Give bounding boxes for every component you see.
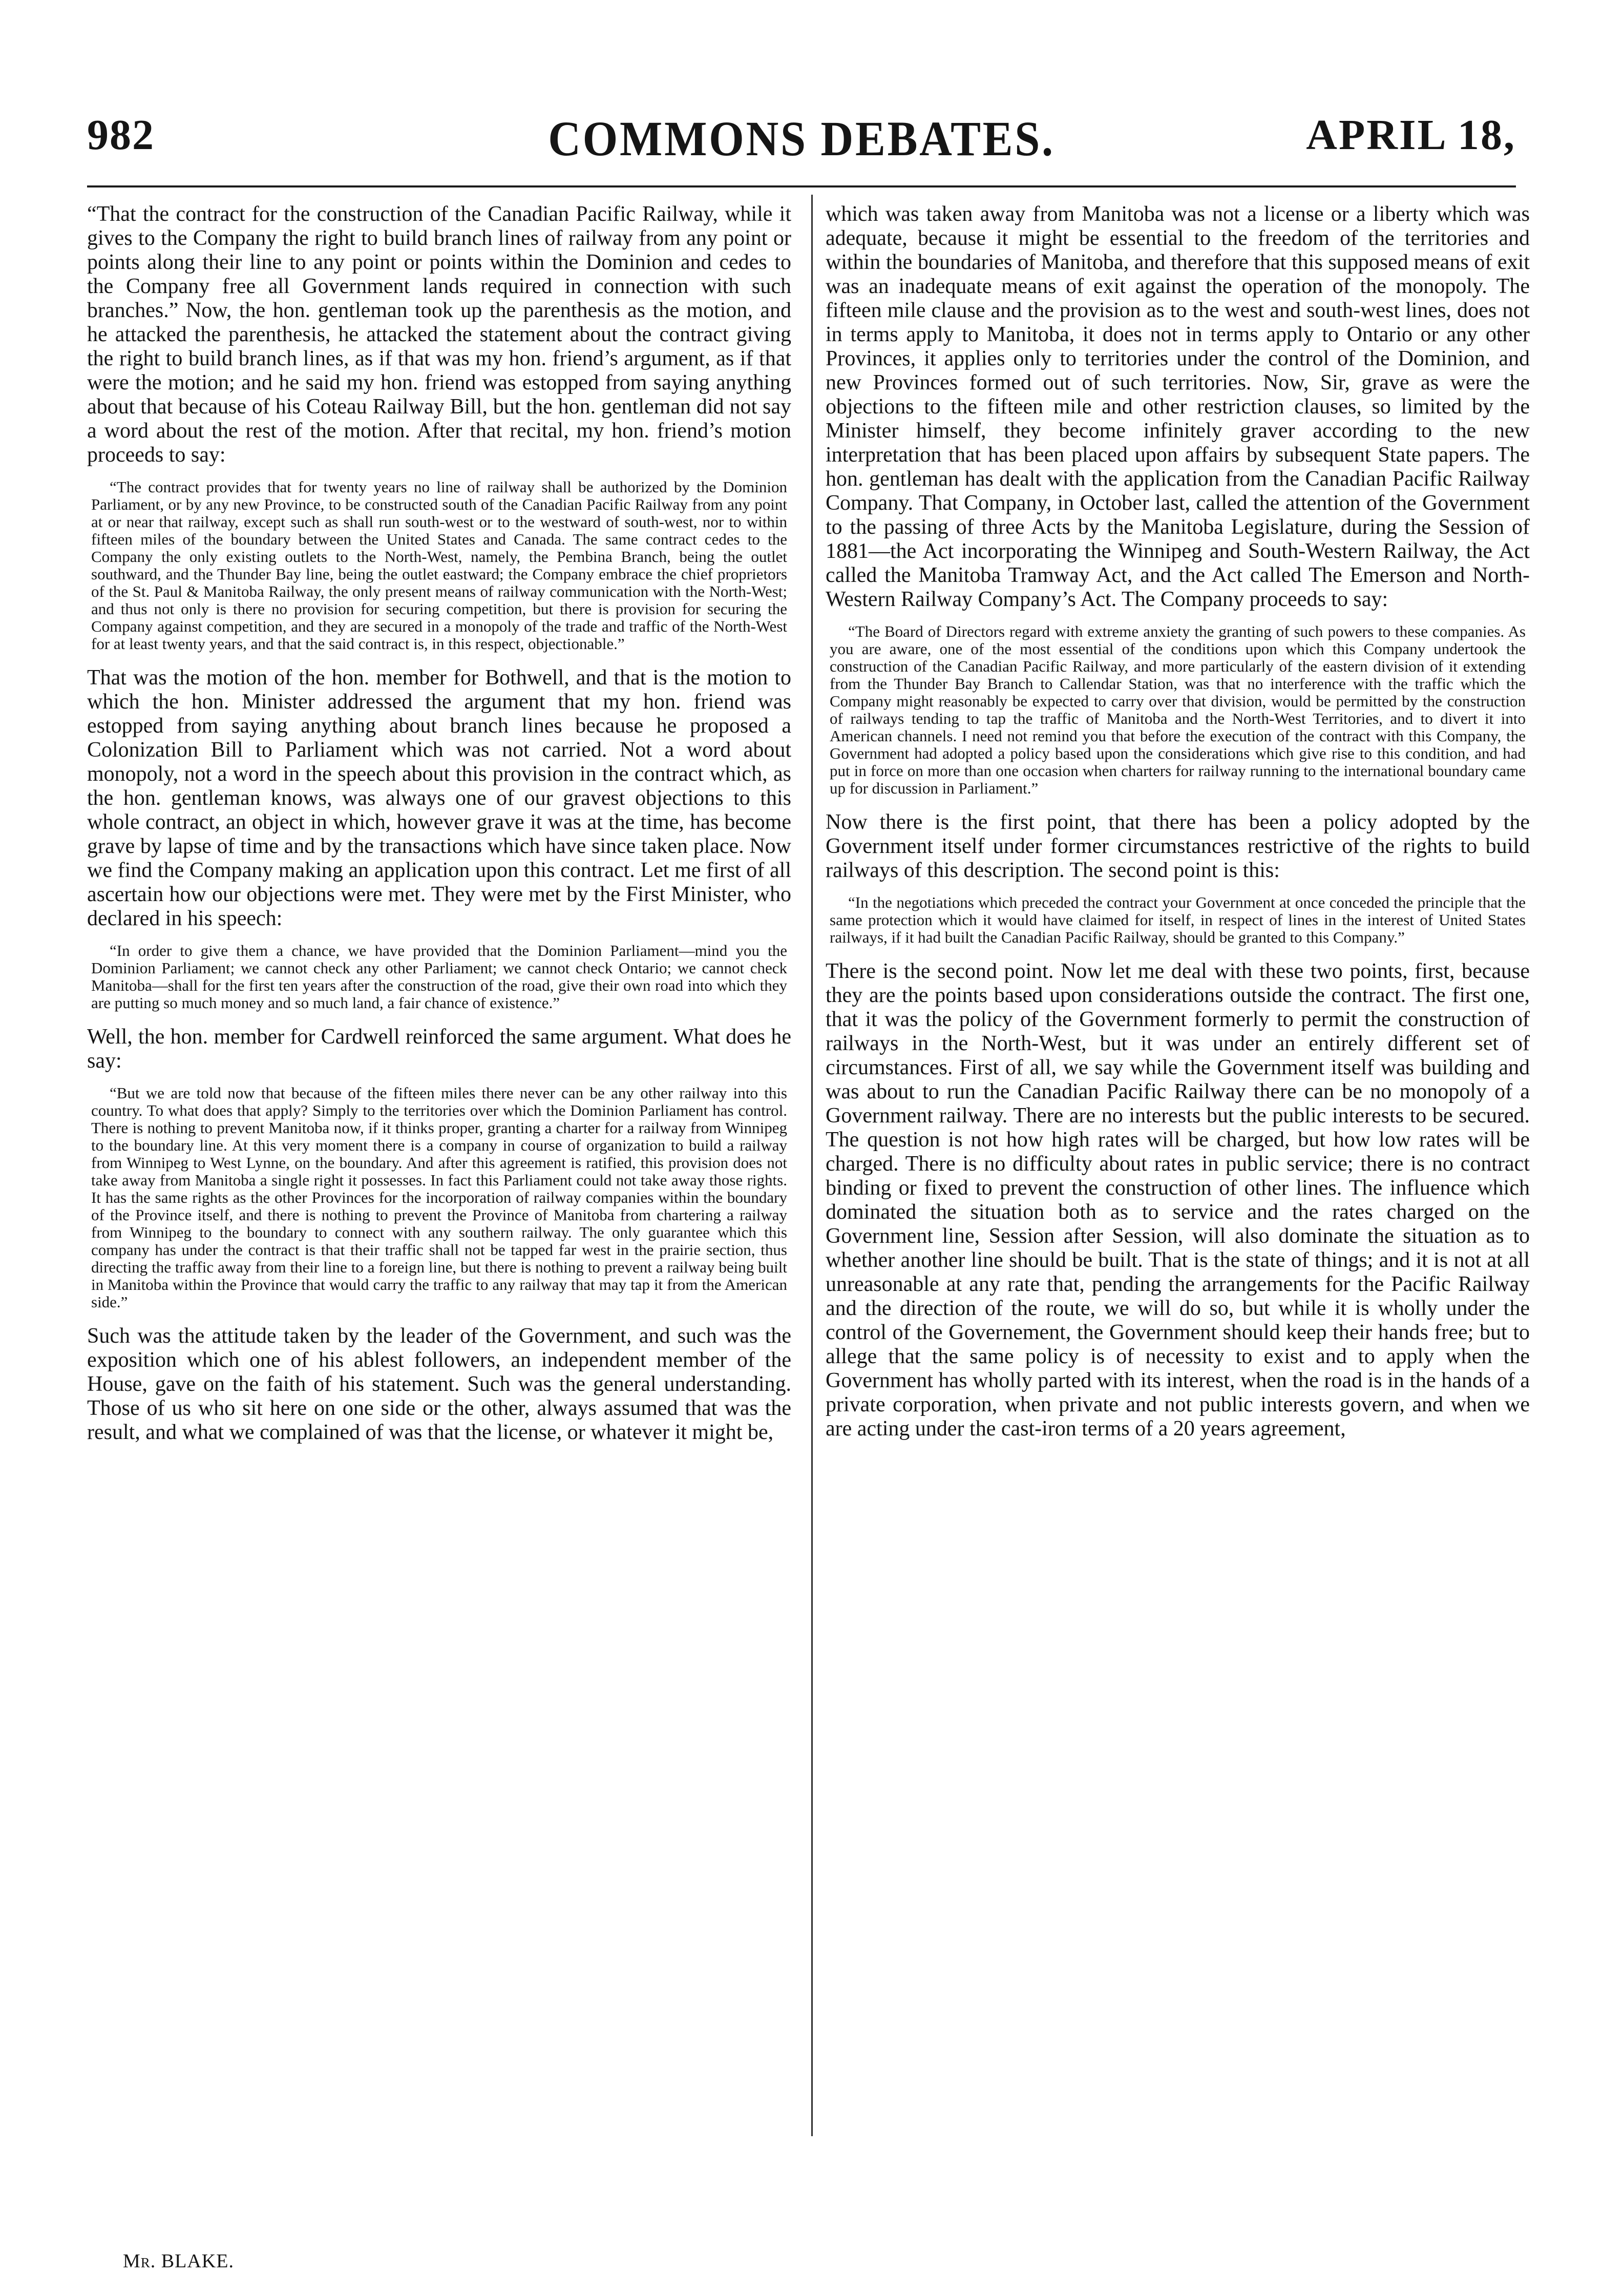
column-divider <box>811 195 813 2136</box>
body-paragraph: Well, the hon. member for Cardwell reinforced the same argument. What does he say: <box>87 1025 791 1073</box>
quoted-passage: “But we are told now that because of the fifteen miles there never can be any other railway into this country. To what does that apply? Simply to the territories over which the Dominion Parliament has control. There is nothing to prevent Manitoba now, if it thinks proper, granting a charter for a railway from Winnipeg to the boundary line. At this very moment there is a company in course of organization to build a railway from Winnipeg to West Lynne, on the boundary. And after this agreement is ratified, this provision does not take away from Manitoba a single right it possesses. In fact this Parliament could not take away those rights. It has the same rights as the other Provinces for the incorporation of railway companies within the boundary of the Province itself, and there is nothing to prevent the Province of Manitoba from chartering a railway from Winnipeg to the boundary to connect with any southern railway. The only guarantee which this company has under the contract is that their traffic shall not be tapped far west in the prairie section, thus directing the traffic away from their line to a foreign line, but there is nothing to prevent a railway being built in Manitoba within the Province that would carry the traffic to any railway that may tap it from the American side.” <box>91 1084 787 1311</box>
body-paragraph: “That the contract for the construction of the Canadian Pacific Railway, while it gives to the Company the right to build branch lines of railway from any point or points along their line to any point or points within the Dominion and cedes to the Company free all Government lands required in connection with such branches.” Now, the hon. gentleman took up the parenthesis as the motion, and he attacked the parenthesis, he attacked the statement about the contract giving the right to build branch lines, as if that was my hon. friend’s argument, as if that were the motion; and he said my hon. friend was estopped from saying anything about that because of his Coteau Railway Bill, but the hon. gentleman did not say a word about the rest of the motion. After that recital, my hon. friend’s motion proceeds to say: <box>87 202 791 467</box>
quoted-passage: “In order to give them a chance, we have provided that the Dominion Parliament—mind you the Dominion Parliament; we cannot check any other Parliament; we cannot check Ontario; we cannot check Manitoba—shall for the first ten years after the construction of the road, give their own road into which they are putting so much money and so much land, a fair chance of existence.” <box>91 942 787 1012</box>
body-paragraph: There is the second point. Now let me deal with these two points, first, because they are the points based upon considerations outside the contract. The first one, that it was the policy of the Government formerly to permit the construction of railways in the North-West, but it was under an entirely different set of circumstances. First of all, we say while the Government itself was building and was about to run the Canadian Pacific Railway there can be no monopoly of a Government railway. There are no interests but the public interests to be secured. The question is not how high rates will be charged, but how low rates will be charged. There is no difficulty about rates in public service; there is no contract binding or fixed to prevent the construction of other lines. The influence which dominated the situation both as to service and the rates charged on the Government line, Session after Session, will also dominate the situation as to whether another line should be built. That is the state of things; and it is not at all unreasonable at any rate that, pending the arrangements for the Pacific Railway and the direction of the route, we will do so, but while it is wholly under the control of the Governement, the Government should keep their hands free; but to allege that the same policy is of necessity to exist and to apply when the Government has wholly parted with its interest, when the road is in the hands of a private corporation, when private and not public interests govern, and when we are acting under the cast-iron terms of a 20 years agreement, <box>826 959 1530 1441</box>
left-column <box>87 202 791 2251</box>
quoted-passage: “The contract provides that for twenty years no line of railway shall be authorized by the Dominion Parliament, or by any new Province, to be constructed south of the Canadian Pacific Railway from any point at or near that railway, except such as shall run south-west or to the westward of south-west, nor to within fifteen miles of the boundary between the United States and Canada. The same contract cedes to the Company the only existing outlets to the North-West, namely, the Pembina Branch, being the outlet southward, and the Thunder Bay line, being the outlet eastward; the Company embrace the chief proprietors of the St. Paul & Manitoba Railway, the only present means of railway communication with the North-West; and thus not only is there no provision for securing competition, but there is provision for securing the Company against competition, and they are secured in a monopoly of the trade and traffic of the North-West for at least twenty years, and that the said contract is, in this respect, objectionable.” <box>91 478 787 653</box>
quoted-passage: “The Board of Directors regard with extreme anxiety the granting of such powers to these companies. As you are aware, one of the most essential of the conditions upon which this Company undertook the construction of the Canadian Pacific Railway, and more particularly of the eastern division of it extending from the Thunder Bay Branch to Callendar Station, was that no interference with the traffic which the Company might reasonably be expected to carry over that division, would be permitted by the construction of railways tending to tap the traffic of Manitoba and the North-West Territories, and to divert it into American channels. I need not remind you that before the execution of the contract with this Company, the Government had adopted a policy based upon the considerations which give rise to this condition, and had put in force on more than one occasion when charters for railway running to the international boundary came up for discussion in Parliament.” <box>830 622 1526 797</box>
speaker-signature: Mr. BLAKE. <box>123 2250 234 2272</box>
body-paragraph: which was taken away from Manitoba was not a license or a liberty which was adequate, because it might be essential to the freedom of the territories and within the boundaries of Manitoba, and therefore that this supposed means of exit was an inadequate means of exit against the operation of the monopoly. The fifteen mile clause and the provision as to the west and south-west lines, does not in terms apply to Manitoba, it does not in terms apply to Ontario or any other Provinces, it applies only to territories under the control of the Dominion, and new Provinces formed out of such territories. Now, Sir, grave as were the objections to the fifteen mile and other restriction clauses, so limited by the Minister himself, they become infinitely graver according to the new interpretation that has been placed upon affairs by subsequent State papers. The hon. gentleman has dealt with the application from the Canadian Pacific Railway Company. That Company, in October last, called the attention of the Government to the passing of three Acts by the Manitoba Legislature, during the Session of 1881—the Act incorporating the Winnipeg and South-Western Railway, the Act called the Manitoba Tramway Act, and the Act called The Emerson and North-Western Railway Company’s Act. The Company proceeds to say: <box>826 202 1530 611</box>
body-paragraph: That was the motion of the hon. member for Bothwell, and that is the motion to which the hon. Minister addressed the argument that my hon. friend was estopped from saying anything about branch lines because he proposed a Colonization Bill to Parliament which was not carried. Not a word about monopoly, not a word in the speech about this provision in the contract which, as the hon. gentleman knows, was always one of our gravest objections to this whole contract, an object in which, however grave it was at the time, has become grave by lapse of time and by the transactions which have since taken place. Now we find the Company making an application upon this contract. Let me first of all ascertain how our objections were met. They were met by the First Minister, who declared in his speech: <box>87 666 791 930</box>
quoted-passage: “In the negotiations which preceded the contract your Government at once conceded the principle that the same protection which it would have claimed for itself, in respect of lines in the interest of United States railways, if it had built the Canadian Pacific Railway, should be granted to this Company.” <box>830 893 1526 946</box>
journal-title: COMMONS DEBATES. <box>548 111 1055 166</box>
page-date: APRIL 18, <box>1306 111 1516 159</box>
body-paragraph: Now there is the first point, that there has been a policy adopted by the Government itself under former circumstances restrictive of the rights to build railways of this description. The second point is this: <box>826 810 1530 882</box>
body-paragraph: Such was the attitude taken by the leader of the Government, and such was the exposition which one of his ablest followers, an independent member of the House, gave on the faith of his statement. Such was the general understanding. Those of us who sit here on one side or the other, always assumed that was the result, and what we complained of was that the license, or whatever it might be, <box>87 1324 791 1444</box>
page-header <box>87 110 1516 177</box>
header-rule <box>87 185 1516 187</box>
page-number: 982 <box>87 111 155 159</box>
right-column <box>826 202 1530 2175</box>
